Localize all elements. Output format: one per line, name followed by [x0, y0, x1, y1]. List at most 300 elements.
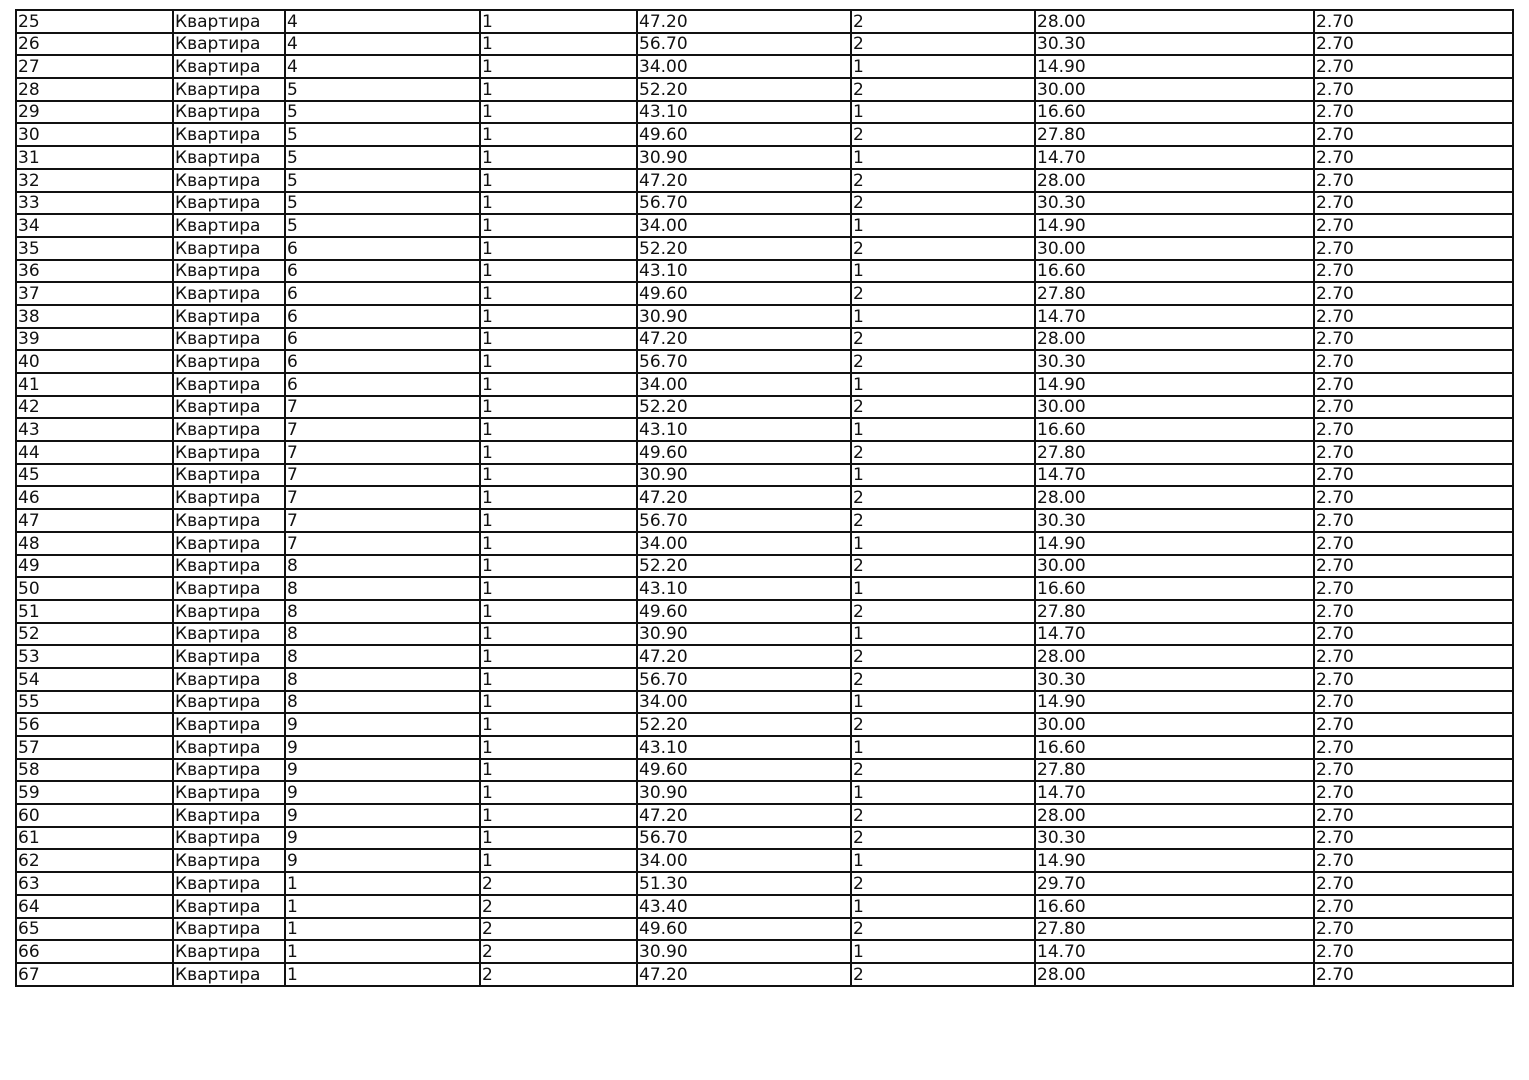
living-area-cell: 27.80 [1035, 918, 1314, 941]
ceiling-height-cell: 2.70 [1314, 509, 1513, 532]
ceiling-height-cell: 2.70 [1314, 78, 1513, 101]
table-row [16, 532, 1513, 555]
table-row [16, 668, 1513, 691]
rooms-cell: 1 [851, 146, 1035, 169]
living-area-cell: 30.30 [1035, 509, 1314, 532]
rooms-cell: 2 [851, 192, 1035, 215]
table-row [16, 214, 1513, 237]
rooms-cell: 2 [851, 441, 1035, 464]
premise-type-cell: Квартира [173, 532, 285, 555]
row-number-cell: 27 [16, 55, 173, 78]
living-area-cell: 14.70 [1035, 305, 1314, 328]
row-number-cell: 42 [16, 396, 173, 419]
premise-type-cell: Квартира [173, 555, 285, 578]
premise-type-cell: Квартира [173, 668, 285, 691]
ceiling-height-cell: 2.70 [1314, 192, 1513, 215]
section-cell: 2 [480, 918, 637, 941]
total-area-cell: 52.20 [637, 237, 851, 260]
floor-cell: 1 [285, 963, 480, 986]
section-cell: 1 [480, 169, 637, 192]
total-area-cell: 34.00 [637, 55, 851, 78]
ceiling-height-cell: 2.70 [1314, 441, 1513, 464]
living-area-cell: 14.90 [1035, 373, 1314, 396]
living-area-cell: 14.70 [1035, 146, 1314, 169]
row-number-cell: 35 [16, 237, 173, 260]
floor-cell: 1 [285, 872, 480, 895]
rooms-cell: 2 [851, 350, 1035, 373]
row-number-cell: 52 [16, 623, 173, 646]
ceiling-height-cell: 2.70 [1314, 214, 1513, 237]
premise-type-cell: Квартира [173, 577, 285, 600]
rooms-cell: 2 [851, 645, 1035, 668]
floor-cell: 9 [285, 781, 480, 804]
table-row [16, 305, 1513, 328]
total-area-cell: 49.60 [637, 441, 851, 464]
ceiling-height-cell: 2.70 [1314, 169, 1513, 192]
floor-cell: 6 [285, 328, 480, 351]
floor-cell: 4 [285, 33, 480, 56]
row-number-cell: 60 [16, 804, 173, 827]
section-cell: 1 [480, 305, 637, 328]
total-area-cell: 49.60 [637, 123, 851, 146]
premise-type-cell: Квартира [173, 55, 285, 78]
section-cell: 1 [480, 577, 637, 600]
section-cell: 1 [480, 849, 637, 872]
floor-cell: 7 [285, 532, 480, 555]
table-row [16, 396, 1513, 419]
total-area-cell: 43.40 [637, 895, 851, 918]
floor-cell: 5 [285, 214, 480, 237]
table-row [16, 804, 1513, 827]
row-number-cell: 41 [16, 373, 173, 396]
ceiling-height-cell: 2.70 [1314, 33, 1513, 56]
living-area-cell: 14.90 [1035, 214, 1314, 237]
ceiling-height-cell: 2.70 [1314, 827, 1513, 850]
living-area-cell: 30.00 [1035, 78, 1314, 101]
row-number-cell: 28 [16, 78, 173, 101]
living-area-cell: 28.00 [1035, 10, 1314, 33]
total-area-cell: 34.00 [637, 691, 851, 714]
total-area-cell: 52.20 [637, 78, 851, 101]
row-number-cell: 50 [16, 577, 173, 600]
ceiling-height-cell: 2.70 [1314, 305, 1513, 328]
rooms-cell: 1 [851, 940, 1035, 963]
table-row [16, 418, 1513, 441]
floor-cell: 8 [285, 555, 480, 578]
floor-cell: 9 [285, 713, 480, 736]
premise-type-cell: Квартира [173, 872, 285, 895]
living-area-cell: 27.80 [1035, 282, 1314, 305]
section-cell: 1 [480, 123, 637, 146]
premise-type-cell: Квартира [173, 350, 285, 373]
row-number-cell: 58 [16, 759, 173, 782]
row-number-cell: 39 [16, 328, 173, 351]
row-number-cell: 62 [16, 849, 173, 872]
section-cell: 1 [480, 827, 637, 850]
table-row [16, 441, 1513, 464]
section-cell: 1 [480, 260, 637, 283]
total-area-cell: 49.60 [637, 600, 851, 623]
rooms-cell: 2 [851, 33, 1035, 56]
premise-type-cell: Квартира [173, 963, 285, 986]
total-area-cell: 34.00 [637, 373, 851, 396]
ceiling-height-cell: 2.70 [1314, 918, 1513, 941]
section-cell: 2 [480, 963, 637, 986]
floor-cell: 5 [285, 101, 480, 124]
total-area-cell: 47.20 [637, 10, 851, 33]
living-area-cell: 30.30 [1035, 668, 1314, 691]
total-area-cell: 34.00 [637, 532, 851, 555]
floor-cell: 9 [285, 759, 480, 782]
total-area-cell: 43.10 [637, 101, 851, 124]
rooms-cell: 1 [851, 623, 1035, 646]
premise-type-cell: Квартира [173, 441, 285, 464]
premise-type-cell: Квартира [173, 328, 285, 351]
row-number-cell: 53 [16, 645, 173, 668]
ceiling-height-cell: 2.70 [1314, 123, 1513, 146]
premise-type-cell: Квартира [173, 418, 285, 441]
section-cell: 1 [480, 645, 637, 668]
section-cell: 1 [480, 532, 637, 555]
living-area-cell: 16.60 [1035, 101, 1314, 124]
row-number-cell: 34 [16, 214, 173, 237]
ceiling-height-cell: 2.70 [1314, 55, 1513, 78]
section-cell: 1 [480, 441, 637, 464]
rooms-cell: 1 [851, 101, 1035, 124]
floor-cell: 6 [285, 260, 480, 283]
premise-type-cell: Квартира [173, 33, 285, 56]
premise-type-cell: Квартира [173, 78, 285, 101]
ceiling-height-cell: 2.70 [1314, 10, 1513, 33]
total-area-cell: 56.70 [637, 509, 851, 532]
rooms-cell: 2 [851, 555, 1035, 578]
table-row [16, 123, 1513, 146]
premise-type-cell: Квартира [173, 396, 285, 419]
ceiling-height-cell: 2.70 [1314, 260, 1513, 283]
section-cell: 1 [480, 555, 637, 578]
floor-cell: 9 [285, 827, 480, 850]
row-number-cell: 56 [16, 713, 173, 736]
floor-cell: 9 [285, 736, 480, 759]
section-cell: 1 [480, 759, 637, 782]
ceiling-height-cell: 2.70 [1314, 350, 1513, 373]
floor-cell: 8 [285, 623, 480, 646]
rooms-cell: 2 [851, 668, 1035, 691]
row-number-cell: 43 [16, 418, 173, 441]
row-number-cell: 63 [16, 872, 173, 895]
row-number-cell: 67 [16, 963, 173, 986]
living-area-cell: 14.90 [1035, 532, 1314, 555]
rooms-cell: 2 [851, 169, 1035, 192]
ceiling-height-cell: 2.70 [1314, 418, 1513, 441]
total-area-cell: 49.60 [637, 759, 851, 782]
ceiling-height-cell: 2.70 [1314, 781, 1513, 804]
living-area-cell: 30.00 [1035, 713, 1314, 736]
ceiling-height-cell: 2.70 [1314, 396, 1513, 419]
living-area-cell: 28.00 [1035, 486, 1314, 509]
living-area-cell: 16.60 [1035, 736, 1314, 759]
rooms-cell: 2 [851, 328, 1035, 351]
total-area-cell: 56.70 [637, 192, 851, 215]
table-body [16, 10, 1513, 986]
living-area-cell: 29.70 [1035, 872, 1314, 895]
ceiling-height-cell: 2.70 [1314, 146, 1513, 169]
living-area-cell: 30.30 [1035, 33, 1314, 56]
section-cell: 1 [480, 804, 637, 827]
ceiling-height-cell: 2.70 [1314, 486, 1513, 509]
section-cell: 1 [480, 486, 637, 509]
premise-type-cell: Квартира [173, 169, 285, 192]
living-area-cell: 14.70 [1035, 464, 1314, 487]
premise-type-cell: Квартира [173, 282, 285, 305]
rooms-cell: 2 [851, 963, 1035, 986]
total-area-cell: 56.70 [637, 827, 851, 850]
living-area-cell: 27.80 [1035, 759, 1314, 782]
living-area-cell: 16.60 [1035, 418, 1314, 441]
floor-cell: 6 [285, 373, 480, 396]
row-number-cell: 45 [16, 464, 173, 487]
row-number-cell: 37 [16, 282, 173, 305]
section-cell: 2 [480, 895, 637, 918]
total-area-cell: 56.70 [637, 350, 851, 373]
table-row [16, 736, 1513, 759]
row-number-cell: 32 [16, 169, 173, 192]
floor-cell: 5 [285, 192, 480, 215]
apartments-table [15, 9, 1514, 987]
ceiling-height-cell: 2.70 [1314, 555, 1513, 578]
table-row [16, 192, 1513, 215]
total-area-cell: 30.90 [637, 781, 851, 804]
floor-cell: 1 [285, 895, 480, 918]
rooms-cell: 2 [851, 872, 1035, 895]
row-number-cell: 61 [16, 827, 173, 850]
table-row [16, 373, 1513, 396]
living-area-cell: 28.00 [1035, 963, 1314, 986]
living-area-cell: 16.60 [1035, 577, 1314, 600]
rooms-cell: 1 [851, 418, 1035, 441]
rooms-cell: 2 [851, 237, 1035, 260]
table-row [16, 486, 1513, 509]
premise-type-cell: Квартира [173, 214, 285, 237]
living-area-cell: 14.70 [1035, 940, 1314, 963]
total-area-cell: 51.30 [637, 872, 851, 895]
total-area-cell: 34.00 [637, 849, 851, 872]
ceiling-height-cell: 2.70 [1314, 713, 1513, 736]
section-cell: 1 [480, 350, 637, 373]
floor-cell: 5 [285, 146, 480, 169]
row-number-cell: 31 [16, 146, 173, 169]
premise-type-cell: Квартира [173, 146, 285, 169]
premise-type-cell: Квартира [173, 101, 285, 124]
section-cell: 1 [480, 691, 637, 714]
premise-type-cell: Квартира [173, 713, 285, 736]
premise-type-cell: Квартира [173, 305, 285, 328]
premise-type-cell: Квартира [173, 486, 285, 509]
living-area-cell: 14.70 [1035, 781, 1314, 804]
floor-cell: 4 [285, 55, 480, 78]
premise-type-cell: Квартира [173, 736, 285, 759]
living-area-cell: 30.00 [1035, 237, 1314, 260]
ceiling-height-cell: 2.70 [1314, 237, 1513, 260]
total-area-cell: 43.10 [637, 260, 851, 283]
section-cell: 1 [480, 781, 637, 804]
section-cell: 1 [480, 214, 637, 237]
row-number-cell: 44 [16, 441, 173, 464]
ceiling-height-cell: 2.70 [1314, 532, 1513, 555]
row-number-cell: 48 [16, 532, 173, 555]
rooms-cell: 1 [851, 895, 1035, 918]
floor-cell: 8 [285, 691, 480, 714]
table-row [16, 645, 1513, 668]
table-row [16, 577, 1513, 600]
ceiling-height-cell: 2.70 [1314, 759, 1513, 782]
table-row [16, 600, 1513, 623]
premise-type-cell: Квартира [173, 600, 285, 623]
row-number-cell: 26 [16, 33, 173, 56]
row-number-cell: 33 [16, 192, 173, 215]
section-cell: 1 [480, 668, 637, 691]
ceiling-height-cell: 2.70 [1314, 464, 1513, 487]
ceiling-height-cell: 2.70 [1314, 668, 1513, 691]
premise-type-cell: Квартира [173, 827, 285, 850]
section-cell: 1 [480, 78, 637, 101]
floor-cell: 7 [285, 418, 480, 441]
floor-cell: 5 [285, 123, 480, 146]
total-area-cell: 47.20 [637, 645, 851, 668]
table-row [16, 759, 1513, 782]
total-area-cell: 47.20 [637, 169, 851, 192]
table-row [16, 282, 1513, 305]
floor-cell: 8 [285, 577, 480, 600]
premise-type-cell: Квартира [173, 645, 285, 668]
floor-cell: 6 [285, 305, 480, 328]
floor-cell: 8 [285, 668, 480, 691]
table-row [16, 33, 1513, 56]
total-area-cell: 34.00 [637, 214, 851, 237]
total-area-cell: 52.20 [637, 396, 851, 419]
table-row [16, 146, 1513, 169]
total-area-cell: 30.90 [637, 623, 851, 646]
rooms-cell: 2 [851, 10, 1035, 33]
total-area-cell: 30.90 [637, 464, 851, 487]
ceiling-height-cell: 2.70 [1314, 895, 1513, 918]
rooms-cell: 2 [851, 509, 1035, 532]
section-cell: 1 [480, 328, 637, 351]
floor-cell: 7 [285, 509, 480, 532]
section-cell: 1 [480, 396, 637, 419]
floor-cell: 5 [285, 78, 480, 101]
premise-type-cell: Квартира [173, 123, 285, 146]
table-row [16, 781, 1513, 804]
section-cell: 1 [480, 33, 637, 56]
total-area-cell: 49.60 [637, 918, 851, 941]
premise-type-cell: Квартира [173, 759, 285, 782]
row-number-cell: 64 [16, 895, 173, 918]
section-cell: 1 [480, 373, 637, 396]
table-row [16, 872, 1513, 895]
rooms-cell: 2 [851, 396, 1035, 419]
row-number-cell: 38 [16, 305, 173, 328]
section-cell: 2 [480, 940, 637, 963]
premise-type-cell: Квартира [173, 10, 285, 33]
floor-cell: 1 [285, 918, 480, 941]
section-cell: 1 [480, 146, 637, 169]
rooms-cell: 2 [851, 918, 1035, 941]
table-row [16, 55, 1513, 78]
section-cell: 1 [480, 464, 637, 487]
ceiling-height-cell: 2.70 [1314, 373, 1513, 396]
ceiling-height-cell: 2.70 [1314, 101, 1513, 124]
rooms-cell: 1 [851, 214, 1035, 237]
rooms-cell: 2 [851, 713, 1035, 736]
row-number-cell: 40 [16, 350, 173, 373]
living-area-cell: 14.90 [1035, 691, 1314, 714]
ceiling-height-cell: 2.70 [1314, 328, 1513, 351]
rooms-cell: 2 [851, 600, 1035, 623]
row-number-cell: 65 [16, 918, 173, 941]
rooms-cell: 2 [851, 282, 1035, 305]
rooms-cell: 2 [851, 804, 1035, 827]
living-area-cell: 28.00 [1035, 645, 1314, 668]
ceiling-height-cell: 2.70 [1314, 577, 1513, 600]
living-area-cell: 28.00 [1035, 328, 1314, 351]
table-row [16, 895, 1513, 918]
ceiling-height-cell: 2.70 [1314, 963, 1513, 986]
row-number-cell: 25 [16, 10, 173, 33]
living-area-cell: 16.60 [1035, 895, 1314, 918]
table-row [16, 509, 1513, 532]
premise-type-cell: Квартира [173, 237, 285, 260]
living-area-cell: 27.80 [1035, 600, 1314, 623]
table-row [16, 464, 1513, 487]
ceiling-height-cell: 2.70 [1314, 872, 1513, 895]
total-area-cell: 43.10 [637, 736, 851, 759]
total-area-cell: 52.20 [637, 713, 851, 736]
total-area-cell: 49.60 [637, 282, 851, 305]
row-number-cell: 30 [16, 123, 173, 146]
section-cell: 1 [480, 713, 637, 736]
floor-cell: 6 [285, 237, 480, 260]
rooms-cell: 1 [851, 305, 1035, 328]
total-area-cell: 47.20 [637, 804, 851, 827]
table-row [16, 169, 1513, 192]
section-cell: 1 [480, 418, 637, 441]
living-area-cell: 14.70 [1035, 623, 1314, 646]
premise-type-cell: Квартира [173, 849, 285, 872]
rooms-cell: 1 [851, 55, 1035, 78]
floor-cell: 9 [285, 849, 480, 872]
rooms-cell: 1 [851, 781, 1035, 804]
section-cell: 1 [480, 282, 637, 305]
floor-cell: 5 [285, 169, 480, 192]
living-area-cell: 30.00 [1035, 555, 1314, 578]
rooms-cell: 1 [851, 532, 1035, 555]
premise-type-cell: Квартира [173, 192, 285, 215]
living-area-cell: 30.00 [1035, 396, 1314, 419]
row-number-cell: 29 [16, 101, 173, 124]
rooms-cell: 2 [851, 759, 1035, 782]
total-area-cell: 30.90 [637, 940, 851, 963]
row-number-cell: 66 [16, 940, 173, 963]
premise-type-cell: Квартира [173, 623, 285, 646]
section-cell: 1 [480, 237, 637, 260]
table-row [16, 918, 1513, 941]
premise-type-cell: Квартира [173, 940, 285, 963]
premise-type-cell: Квартира [173, 260, 285, 283]
ceiling-height-cell: 2.70 [1314, 940, 1513, 963]
living-area-cell: 30.30 [1035, 827, 1314, 850]
premise-type-cell: Квартира [173, 804, 285, 827]
